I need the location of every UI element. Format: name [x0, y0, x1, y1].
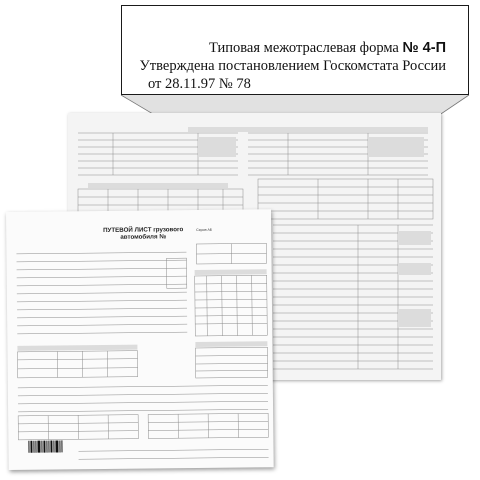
front-page-grid — [6, 209, 274, 470]
approval-date-line: от 28.11.97 № 78 — [148, 76, 251, 92]
approval-line: Утверждена постановлением Госкомстата России — [139, 58, 446, 74]
form-number: № 4-П — [402, 40, 446, 56]
form-type-label: Типовая межотраслевая форма — [209, 40, 399, 56]
form-type-line — [209, 40, 446, 57]
barcode — [28, 439, 70, 451]
series-label: Серия АБ — [196, 227, 213, 233]
waybill-title: ПУТЕВОЙ ЛИСТ грузового автомобиля № — [103, 226, 184, 241]
form-info-callout — [121, 5, 469, 95]
waybill-front-page — [6, 209, 274, 470]
